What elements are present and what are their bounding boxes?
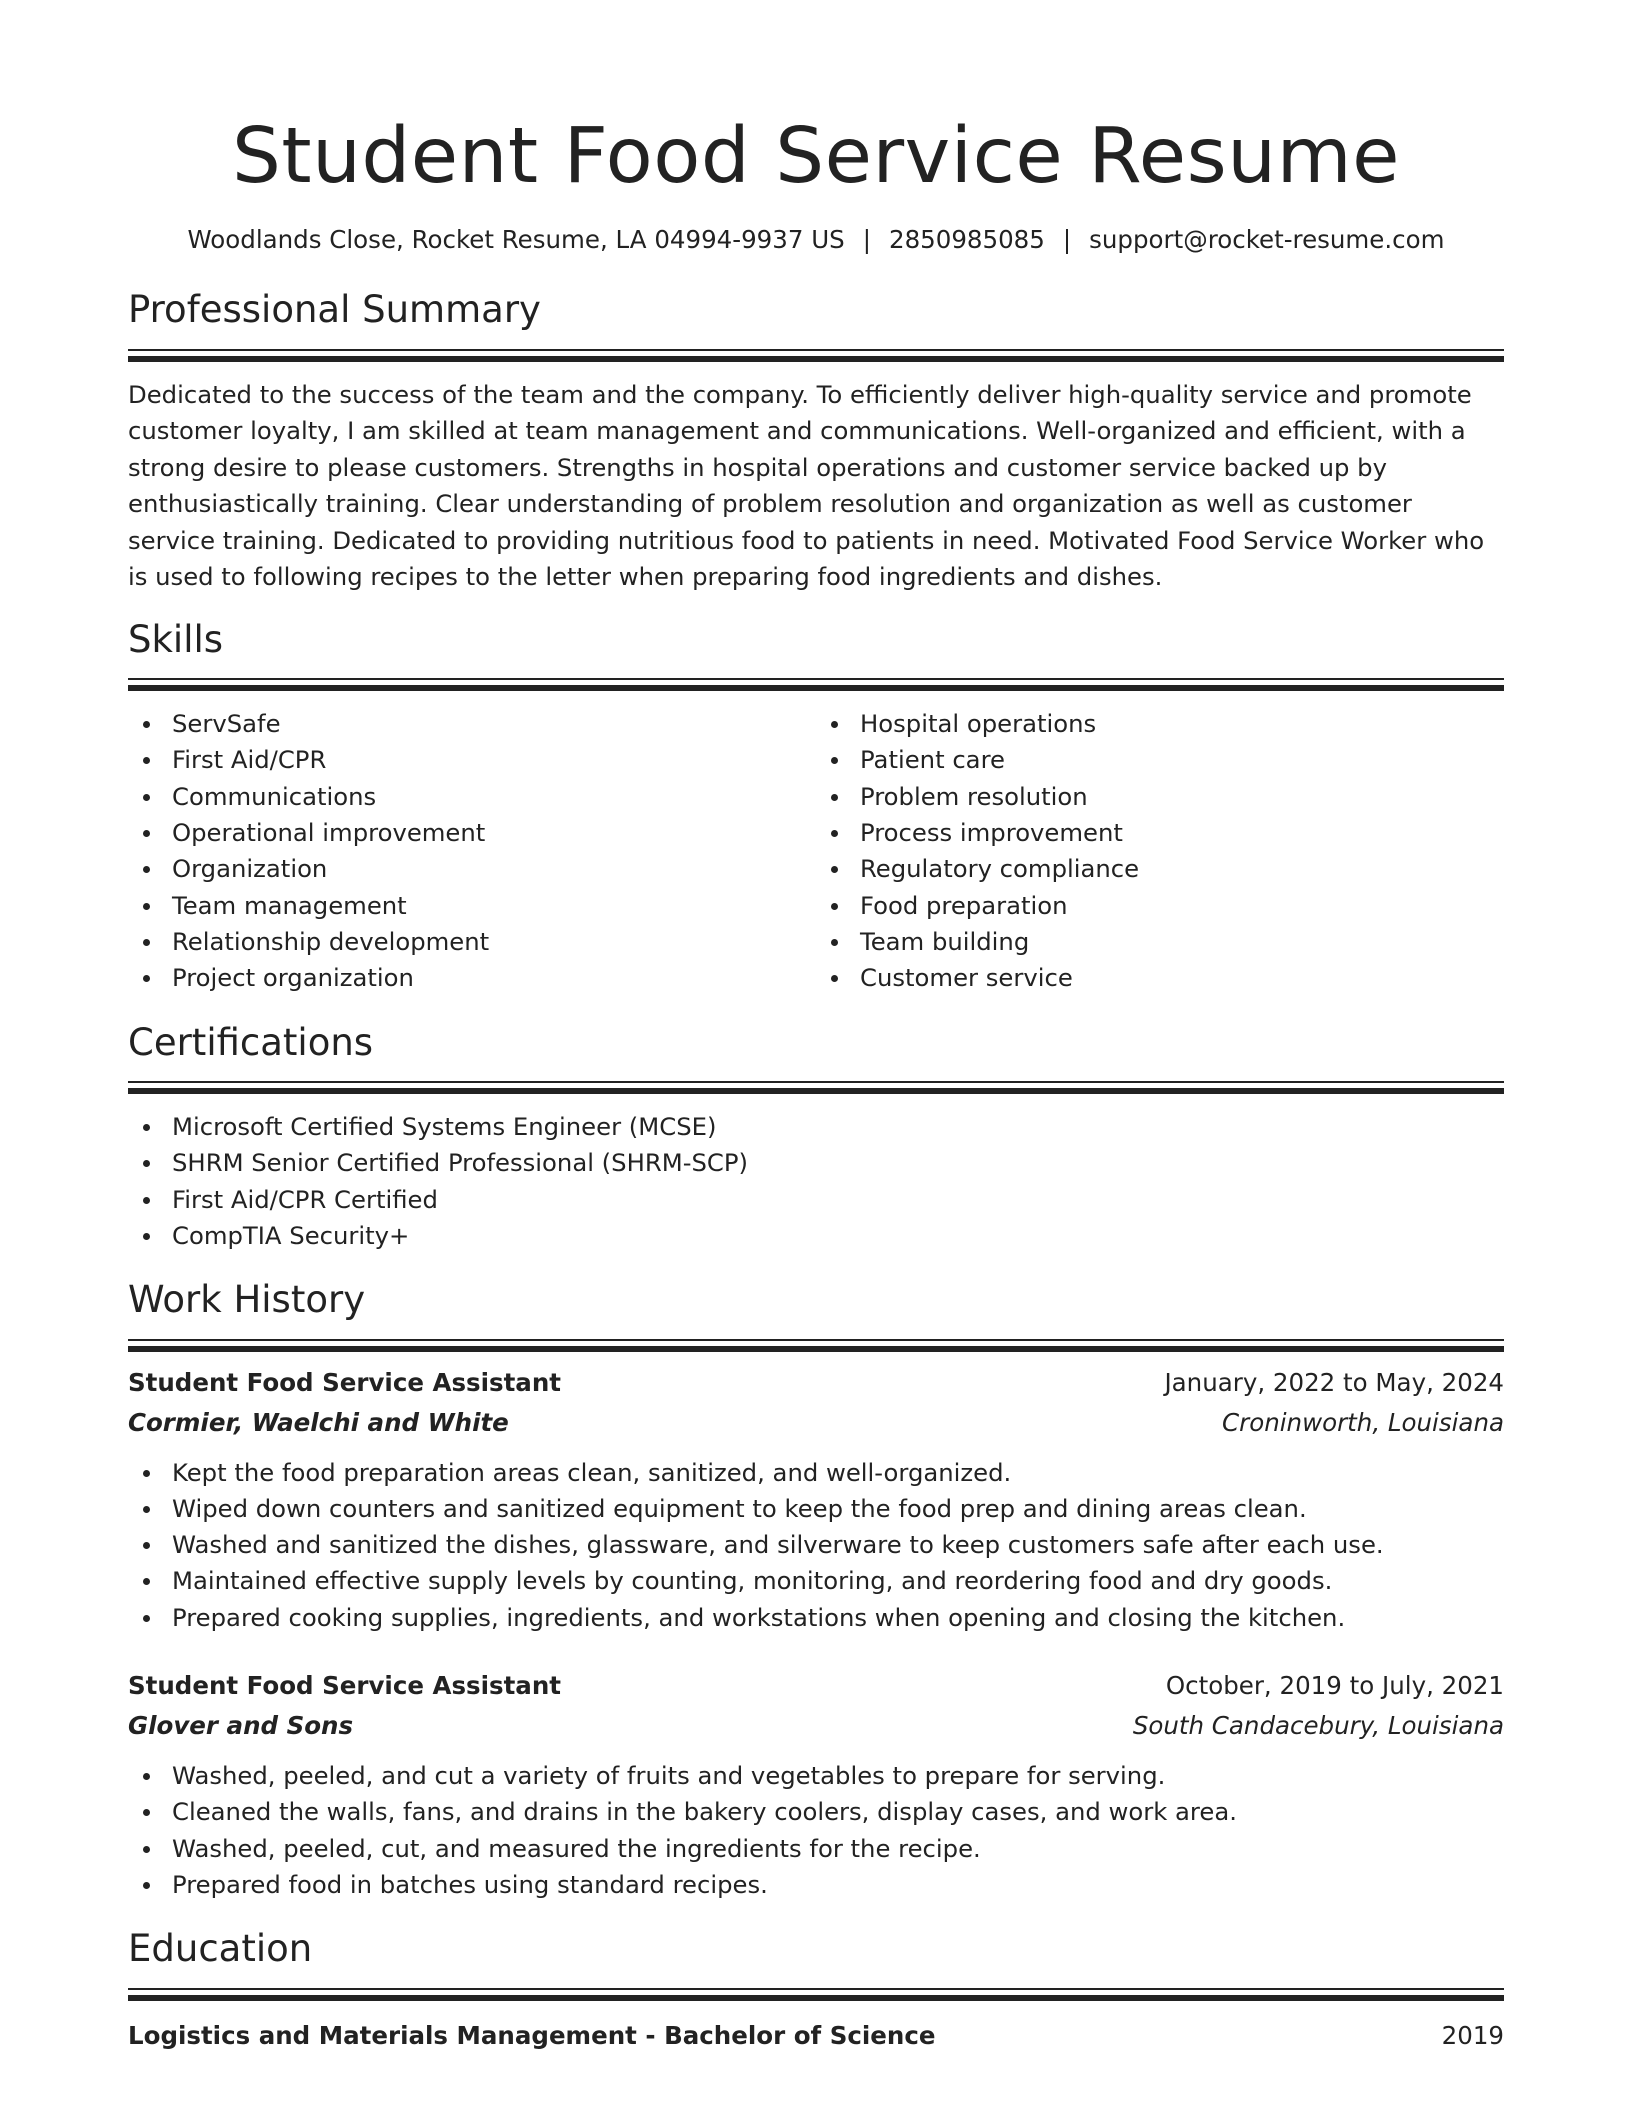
job-bullet: Prepared cooking supplies, ingredients, and workstations when opening and closing the kitchen. bbox=[128, 1600, 1504, 1636]
summary-section bbox=[128, 288, 1504, 595]
section-heading-summary: Professional Summary bbox=[128, 288, 541, 332]
skill-item: Relationship development bbox=[128, 924, 816, 960]
skill-item: Communications bbox=[128, 779, 816, 815]
education-year: 2019 bbox=[1441, 2020, 1504, 2050]
certification-item: First Aid/CPR Certified bbox=[128, 1182, 1504, 1218]
education-entry bbox=[128, 2016, 1504, 2056]
skill-item: Customer service bbox=[816, 960, 1504, 996]
job-entry bbox=[128, 1363, 1504, 1636]
contact-email: support@rocket-resume.com bbox=[1089, 225, 1445, 254]
job-entry bbox=[128, 1666, 1504, 1903]
job-bullet: Kept the food preparation areas clean, sanitized, and well-organized. bbox=[128, 1455, 1504, 1491]
section-heading-certifications: Certifications bbox=[128, 1020, 374, 1064]
job-bullet: Prepared food in batches using standard recipes. bbox=[128, 1867, 1504, 1903]
section-heading-work: Work History bbox=[128, 1278, 366, 1322]
skills-list-left bbox=[128, 706, 816, 996]
contact-separator: | bbox=[862, 225, 871, 254]
resume-page bbox=[128, 0, 1504, 2056]
skill-item: Hospital operations bbox=[816, 706, 1504, 742]
job-header bbox=[128, 1666, 1504, 1706]
section-divider bbox=[128, 678, 1504, 692]
skill-item: Project organization bbox=[128, 960, 816, 996]
contact-separator: | bbox=[1062, 225, 1072, 254]
resume-title: Student Food Service Resume bbox=[232, 112, 1400, 201]
skill-item: ServSafe bbox=[128, 706, 816, 742]
job-company: Cormier, Waelchi and White bbox=[128, 1407, 509, 1437]
skill-item: Process improvement bbox=[816, 815, 1504, 851]
certification-item: CompTIA Security+ bbox=[128, 1218, 1504, 1254]
section-divider bbox=[128, 1988, 1504, 2002]
job-dates: October, 2019 to July, 2021 bbox=[1165, 1671, 1504, 1700]
job-bullets bbox=[128, 1455, 1504, 1636]
contact-address: Woodlands Close, Rocket Resume, LA 04994-9937 US bbox=[187, 225, 845, 254]
section-divider bbox=[128, 1081, 1504, 1095]
job-bullet: Washed, peeled, cut, and measured the ingredients for the recipe. bbox=[128, 1831, 1504, 1867]
job-dates: January, 2022 to May, 2024 bbox=[1164, 1367, 1504, 1397]
job-bullet: Cleaned the walls, fans, and drains in the bakery coolers, display cases, and work area. bbox=[128, 1794, 1504, 1830]
certifications-section bbox=[128, 1021, 1504, 1255]
skill-item: Regulatory compliance bbox=[816, 851, 1504, 887]
job-subheader bbox=[128, 1706, 1504, 1746]
job-bullet: Maintained effective supply levels by counting, monitoring, and reordering food and dry goods. bbox=[128, 1563, 1504, 1599]
education-degree: Logistics and Materials Management - Bachelor of Science bbox=[128, 2020, 936, 2050]
skill-item: Team building bbox=[816, 924, 1504, 960]
skill-item: Organization bbox=[128, 851, 816, 887]
section-heading-education: Education bbox=[128, 1927, 313, 1971]
skill-item: Problem resolution bbox=[816, 779, 1504, 815]
work-section bbox=[128, 1278, 1504, 1903]
skill-item: Patient care bbox=[816, 742, 1504, 778]
skills-columns bbox=[128, 706, 1504, 996]
certifications-list bbox=[128, 1109, 1504, 1254]
section-divider bbox=[128, 1339, 1504, 1353]
skill-item: Food preparation bbox=[816, 888, 1504, 924]
skills-list-right bbox=[816, 706, 1504, 996]
skill-item: Operational improvement bbox=[128, 815, 816, 851]
section-divider bbox=[128, 349, 1504, 363]
contact-line bbox=[128, 225, 1504, 254]
job-subheader bbox=[128, 1403, 1504, 1443]
job-header bbox=[128, 1363, 1504, 1403]
job-location: South Candacebury, Louisiana bbox=[1132, 1711, 1504, 1740]
job-title: Student Food Service Assistant bbox=[128, 1367, 561, 1397]
job-title: Student Food Service Assistant bbox=[128, 1671, 561, 1700]
job-company: Glover and Sons bbox=[128, 1711, 354, 1740]
certification-item: Microsoft Certified Systems Engineer (MCSE) bbox=[128, 1109, 1504, 1145]
job-bullet: Washed, peeled, and cut a variety of fruits and vegetables to prepare for serving. bbox=[128, 1758, 1504, 1794]
certification-item: SHRM Senior Certified Professional (SHRM-SCP) bbox=[128, 1145, 1504, 1181]
skill-item: First Aid/CPR bbox=[128, 742, 816, 778]
job-location: Croninworth, Louisiana bbox=[1222, 1407, 1504, 1437]
summary-text: Dedicated to the success of the team and the company. To efficiently deliver high-quality service and promote customer loyalty, I am skilled at team management and communications. Well-organized and efficient, with a strong desire to please customers. Strengths in hospital operations and customer service backed up by enthusiastically training. Clear understanding of problem resolution and organization as well as customer service training. Dedicated to providing nutritious food to patients in need. Motivated Food Service Worker who is used to following recipes to the letter when preparing food ingredients and dishes. bbox=[128, 379, 1485, 592]
job-bullet: Wiped down counters and sanitized equipment to keep the food prep and dining areas clean. bbox=[128, 1491, 1504, 1527]
contact-phone: 2850985085 bbox=[888, 225, 1045, 254]
skill-item: Team management bbox=[128, 888, 816, 924]
job-bullets bbox=[128, 1758, 1504, 1903]
section-heading-skills: Skills bbox=[128, 617, 224, 661]
education-section bbox=[128, 1927, 1504, 2055]
job-bullet: Washed and sanitized the dishes, glassware, and silverware to keep customers safe after each use. bbox=[128, 1527, 1504, 1563]
skills-section bbox=[128, 618, 1504, 997]
